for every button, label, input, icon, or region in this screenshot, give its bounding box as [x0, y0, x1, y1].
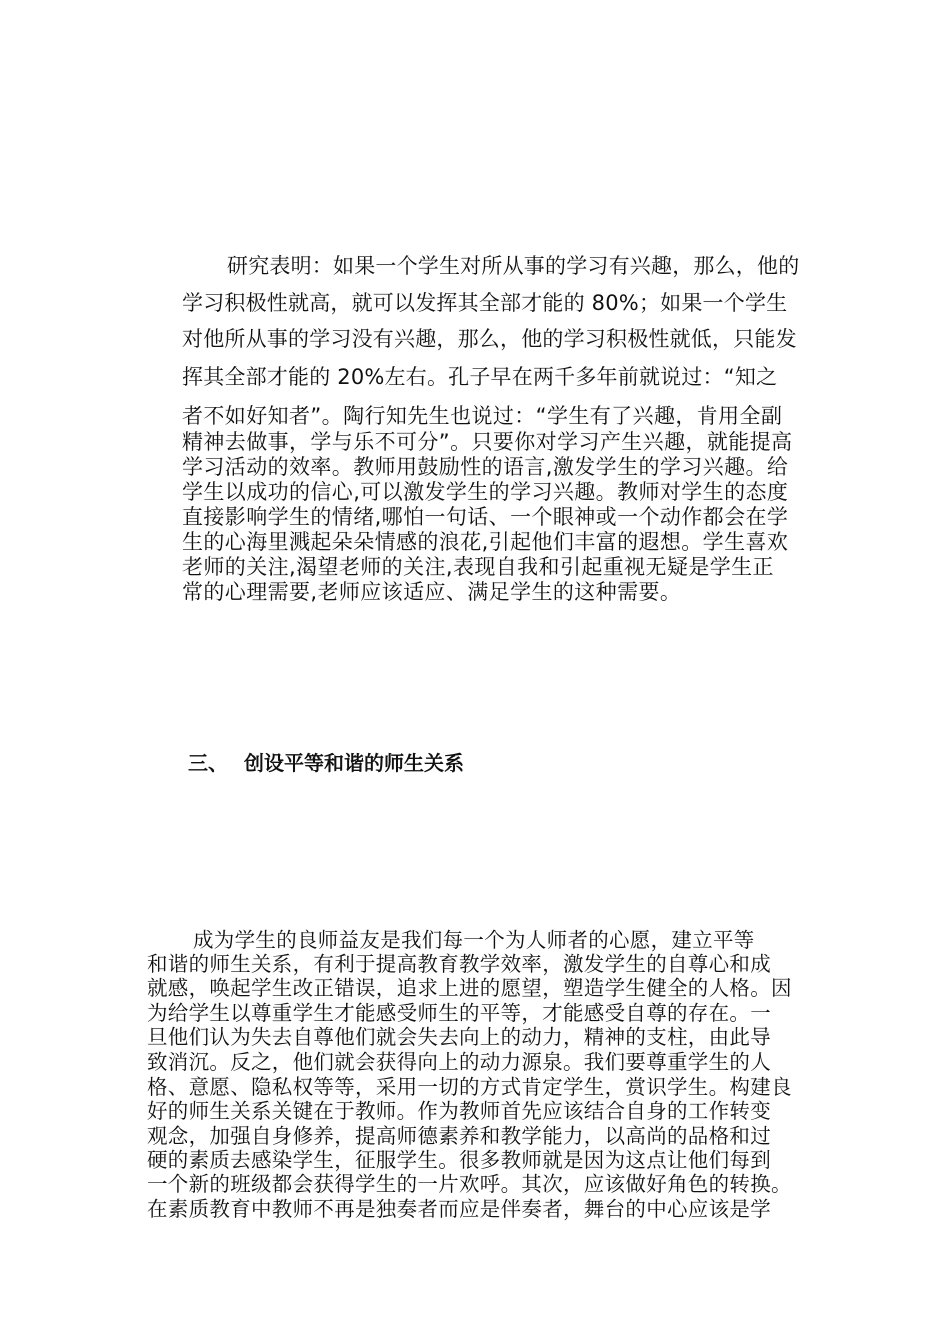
paragraph-1-line: 研究表明：如果一个学生对所从事的学习有兴趣，那么，他的	[227, 254, 800, 278]
paragraph-2-line: 格、意愿、隐私权等等，采用一切的方式肯定学生，赏识学生。构建良	[147, 1075, 792, 1099]
paragraph-2-line: 在素质教育中教师不再是独奏者而应是伴奏者，舞台的中心应该是学	[147, 1197, 771, 1221]
paragraph-2-line: 观念，加强自身修养，提高师德素养和教学能力，以高尚的品格和过	[147, 1124, 771, 1148]
paragraph-1-line: 学生以成功的信心,可以激发学生的学习兴趣。教师对学生的态度	[182, 480, 789, 504]
paragraph-1-line: 挥其全部才能的 20%左右。孔子早在两千多年前就说过：“知之	[182, 365, 778, 389]
paragraph-2-line: 硬的素质去感染学生，征服学生。很多教师就是因为这点让他们每到	[147, 1148, 771, 1172]
paragraph-1-line: 常的心理需要,老师应该适应、满足学生的这种需要。	[182, 580, 682, 604]
paragraph-1-line: 者不如好知者”。陶行知先生也说过：“学生有了兴趣，肯用全副	[182, 404, 783, 428]
paragraph-2-line: 为给学生以尊重学生才能感受师生的平等，才能感受自尊的存在。一	[147, 1001, 771, 1025]
paragraph-1-line: 生的心海里溅起朵朵情感的浪花,引起他们丰富的遐想。学生喜欢	[182, 530, 789, 554]
paragraph-2-line: 旦他们认为失去自尊他们就会失去向上的动力，精神的支柱，由此导	[147, 1025, 771, 1049]
paragraph-2-line: 成为学生的良师益友是我们每一个为人师者的心愿，建立平等	[193, 928, 755, 952]
section-number: 三、	[188, 751, 228, 775]
paragraph-1-line: 学习积极性就高，就可以发挥其全部才能的 80%；如果一个学生	[182, 291, 788, 315]
section-title: 创设平等和谐的师生关系	[244, 751, 464, 775]
paragraph-1-line: 精神去做事，学与乐不可分”。只要你对学习产生兴趣，就能提高	[182, 430, 793, 454]
paragraph-1-line: 老师的关注,渴望老师的关注,表现自我和引起重视无疑是学生正	[182, 555, 774, 579]
paragraph-2-line: 一个新的班级都会获得学生的一片欢呼。其次，应该做好角色的转换。	[147, 1172, 792, 1196]
paragraph-1-line: 直接影响学生的情绪,哪怕一句话、一个眼神或一个动作都会在学	[182, 505, 789, 529]
paragraph-2-line: 就感，唤起学生改正错误，追求上进的愿望，塑造学生健全的人格。因	[147, 976, 792, 1000]
paragraph-2-line: 好的师生关系关键在于教师。作为教师首先应该结合自身的工作转变	[147, 1099, 771, 1123]
paragraph-1-line: 对他所从事的学习没有兴趣，那么，他的学习积极性就低，只能发	[182, 327, 797, 351]
paragraph-2-line: 致消沉。反之，他们就会获得向上的动力源泉。我们要尊重学生的人	[147, 1050, 771, 1074]
paragraph-2-line: 和谐的师生关系，有利于提高教育教学效率，激发学生的自尊心和成	[147, 952, 771, 976]
paragraph-1-line: 学习活动的效率。教师用鼓励性的语言,激发学生的学习兴趣。给	[182, 455, 789, 479]
